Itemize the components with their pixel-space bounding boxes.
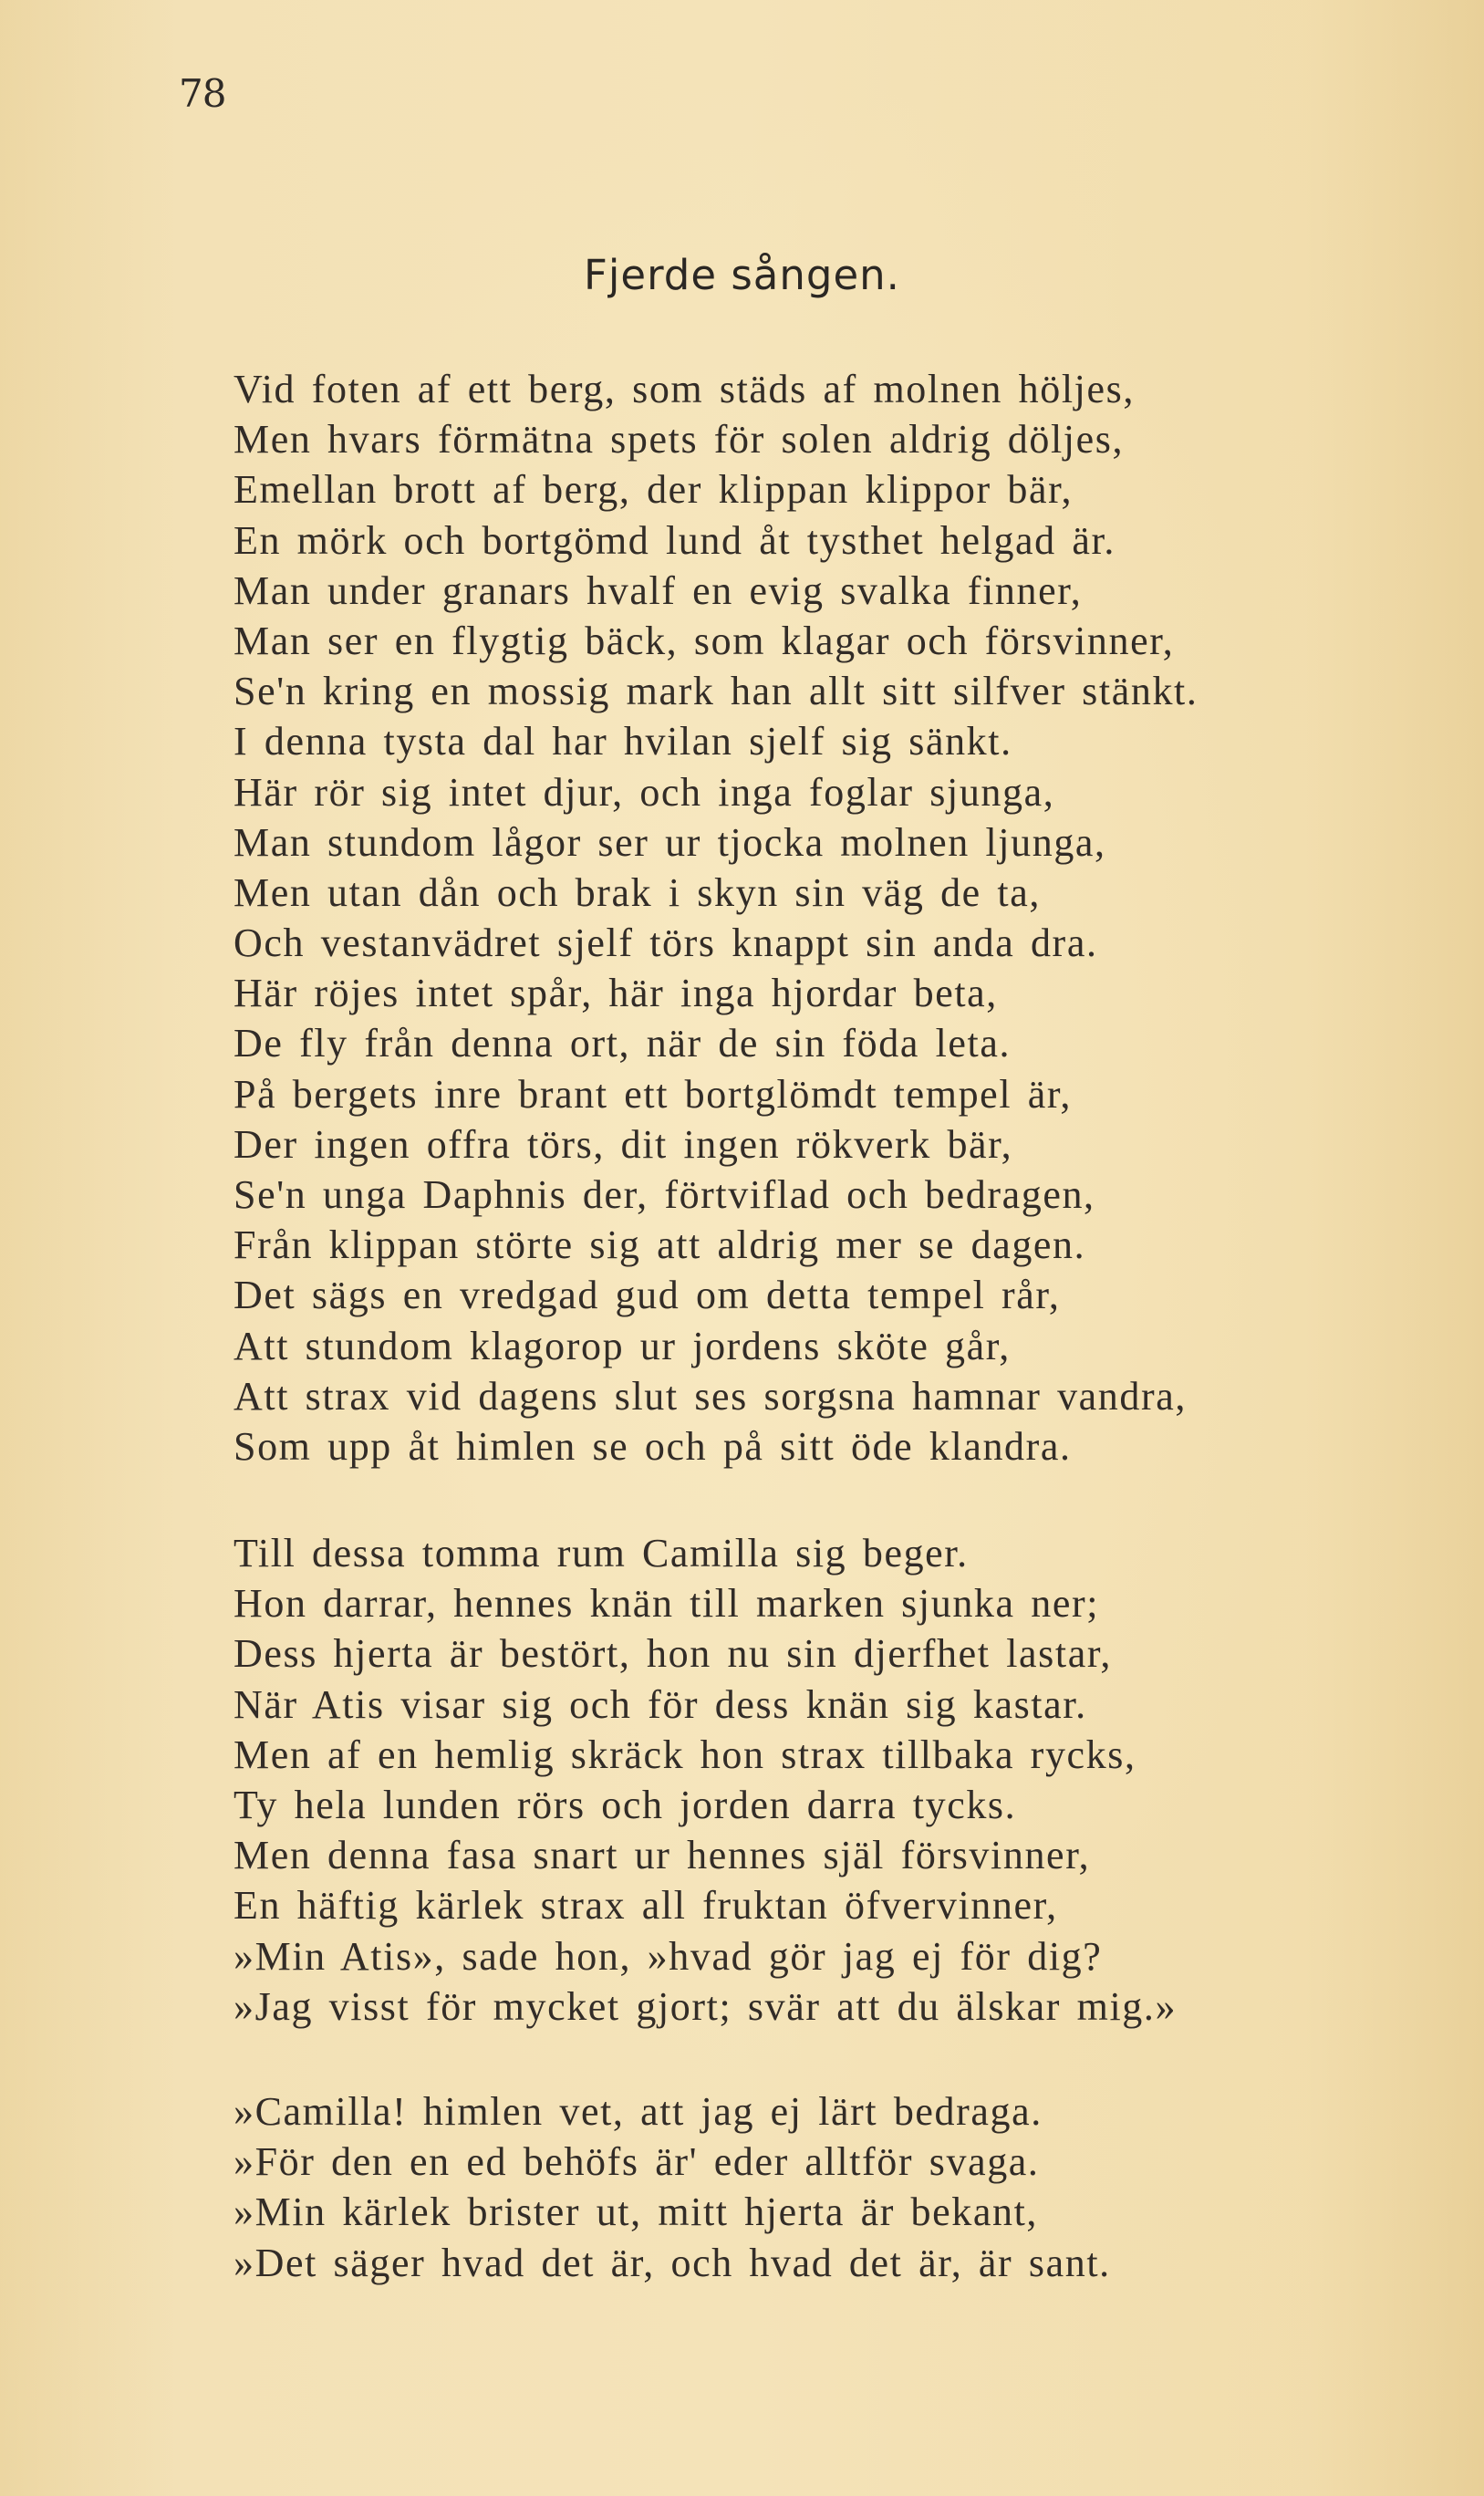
verse-line: Det sägs en vredgad gud om detta tempel rår, — [233, 1273, 1061, 1318]
verse-line: Der ingen offra törs, dit ingen rökverk bär, — [233, 1121, 1013, 1167]
verse-line: Emellan brott af berg, der klippan klippor bär, — [233, 467, 1074, 513]
verse-line: »Min Atis», sade hon, »hvad gör jag ej för dig? — [233, 1933, 1103, 1979]
verse-line: De fly från denna ort, när de sin föda leta. — [233, 1021, 1012, 1066]
verse-line: Att stundom klagorop ur jordens sköte går, — [233, 1323, 1011, 1368]
verse-line: Vid foten af ett berg, som städs af molnen höljes, — [233, 367, 1135, 411]
verse-line: Man stundom lågor ser ur tjocka molnen ljunga, — [233, 819, 1106, 865]
verse-line: Här röjes intet spår, här inga hjordar beta, — [233, 971, 998, 1016]
verse-line: Dess hjerta är bestört, hon nu sin djerfhet lastar, — [233, 1631, 1112, 1677]
verse-line: När Atis visar sig och för dess knän sig kastar. — [233, 1681, 1087, 1727]
verse-line: Som upp åt himlen se och på sitt öde klandra. — [233, 1423, 1072, 1469]
verse-line: »För den en ed behöfs är' eder alltför svaga. — [233, 2139, 1040, 2185]
stanza-3 — [233, 2086, 1111, 2288]
verse-line: Men hvars förmätna spets för solen aldrig döljes, — [233, 417, 1125, 463]
verse-line: »Min kärlek brister ut, mitt hjerta är bekant, — [233, 2189, 1039, 2235]
verse-line: Men utan dån och brak i skyn sin väg de ta, — [233, 869, 1041, 915]
section-heading: Fjerde sången. — [584, 251, 900, 299]
verse-line: Från klippan störte sig att aldrig mer se dagen. — [233, 1222, 1086, 1268]
verse-line: Men af en hemlig skräck hon strax tillbaka rycks, — [233, 1732, 1136, 1777]
verse-line: »Jag visst för mycket gjort; svär att du älskar mig.» — [233, 1983, 1178, 2029]
verse-line: Se'n kring en mossig mark han allt sitt silfver stänkt. — [233, 669, 1199, 714]
verse-line: Men denna fasa snart ur hennes själ försvinner, — [233, 1833, 1091, 1878]
page-number: 78 — [179, 71, 226, 116]
verse-line: Se'n unga Daphnis der, förtviflad och bedragen, — [233, 1172, 1095, 1217]
verse-line: Man ser en flygtig bäck, som klagar och försvinner, — [233, 618, 1175, 663]
verse-line: Att strax vid dagens slut ses sorgsna hamnar vandra, — [233, 1373, 1187, 1419]
verse-line: »Det säger hvad det är, och hvad det är, är sant. — [233, 2240, 1111, 2285]
verse-line: En häftig kärlek strax all fruktan öfvervinner, — [233, 1883, 1058, 1929]
verse-line: På bergets inre brant ett bortglömdt tempel är, — [233, 1071, 1072, 1117]
verse-line: En mörk och bortgömd lund åt tysthet helgad är. — [233, 517, 1116, 563]
stanza-1 — [233, 364, 1198, 1472]
verse-line: Man under granars hvalf en evig svalka finner, — [233, 567, 1083, 613]
verse-line: Hon darrar, hennes knän till marken sjunka ner; — [233, 1581, 1100, 1627]
stanza-2 — [233, 1528, 1177, 2032]
verse-line: Ty hela lunden rörs och jorden darra tycks. — [233, 1782, 1017, 1827]
verse-line: »Camilla! himlen vet, att jag ej lärt bedraga. — [233, 2089, 1043, 2134]
verse-line: I denna tysta dal har hvilan sjelf sig sänkt. — [233, 719, 1012, 764]
verse-line: Och vestanvädret sjelf törs knappt sin anda dra. — [233, 920, 1098, 966]
verse-line: Till dessa tomma rum Camilla sig beger. — [233, 1531, 969, 1576]
verse-line: Här rör sig intet djur, och inga foglar sjunga, — [233, 769, 1055, 815]
